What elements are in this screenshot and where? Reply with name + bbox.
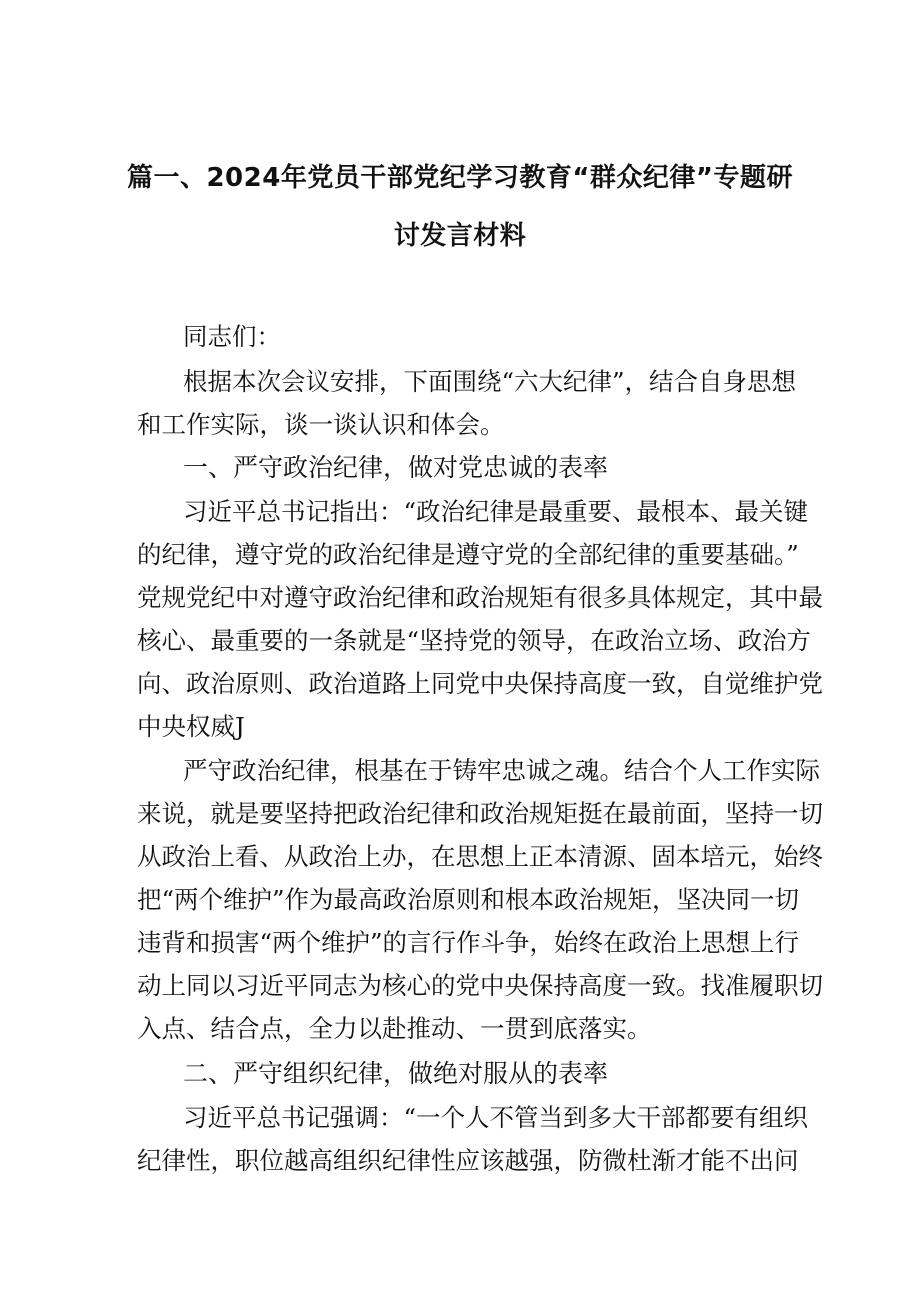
document-title-line-2: 讨发言材料 (393, 221, 527, 251)
intro-line-1: 根据本次会议安排，下面围绕“六大纪律”，结合自身思想 (183, 367, 797, 396)
section-1-para-2-line-7: 入点、结合点，全力以赴推动、一贯到底落实。 (137, 1014, 652, 1043)
section-1-para-1-line-2: 的纪律，遵守党的政治纪律是遵守党的全部纪律的重要基础。” (137, 540, 799, 569)
section-1-para-2-line-4: 把“两个维护”作为最高政治原则和根本政治规矩，坚决同一切 (137, 885, 800, 914)
section-1-para-2-line-6: 动上同以习近平同志为核心的党中央保持高度一致。找准履职切 (137, 971, 823, 1000)
section-2-para-1-line-1: 习近平总书记强调：“一个人不管当到多大干部都要有组织 (183, 1103, 809, 1132)
section-1-para-2-line-3: 从政治上看、从政治上办，在思想上正本清源、固本培元，始终 (137, 842, 823, 871)
section-2-heading: 二、严守组织纪律，做绝对服从的表率 (183, 1059, 609, 1088)
section-1-para-1-line-6: 中央权威J (137, 712, 245, 741)
document-title-line-1: 篇一、2024年党员干部党纪学习教育“群众纪律”专题研 (126, 163, 794, 193)
section-2-para-1-line-2: 纪律性，职位越高组织纪律性应该越强，防微杜渐才能不出问 (137, 1146, 799, 1175)
section-1-heading: 一、严守政治纪律，做对党忠诚的表率 (183, 453, 609, 482)
greeting: 同志们： (183, 322, 281, 351)
intro-line-2: 和工作实际，谈一谈认识和体会。 (137, 410, 505, 439)
section-1-para-2-line-2: 来说，就是要坚持把政治纪律和政治规矩挺在最前面，坚持一切 (137, 799, 823, 828)
section-1-para-1-line-5: 向、政治原则、政治道路上同党中央保持高度一致，自觉维护党 (137, 669, 823, 698)
section-1-para-1-line-4: 核心、最重要的一条就是“坚持党的领导，在政治立场、政治方 (137, 626, 812, 655)
section-1-para-1-line-1: 习近平总书记指出：“政治纪律是最重要、最根本、最关键 (183, 497, 809, 526)
section-1-para-2-line-5: 违背和损害“两个维护”的言行作斗争，始终在政治上思想上行 (137, 928, 800, 957)
section-1-para-2-line-1: 严守政治纪律，根基在于铸牢忠诚之魂。结合个人工作实际 (183, 756, 820, 785)
section-1-para-1-line-3: 党规党纪中对遵守政治纪律和政治规矩有很多具体规定，其中最 (137, 583, 823, 612)
